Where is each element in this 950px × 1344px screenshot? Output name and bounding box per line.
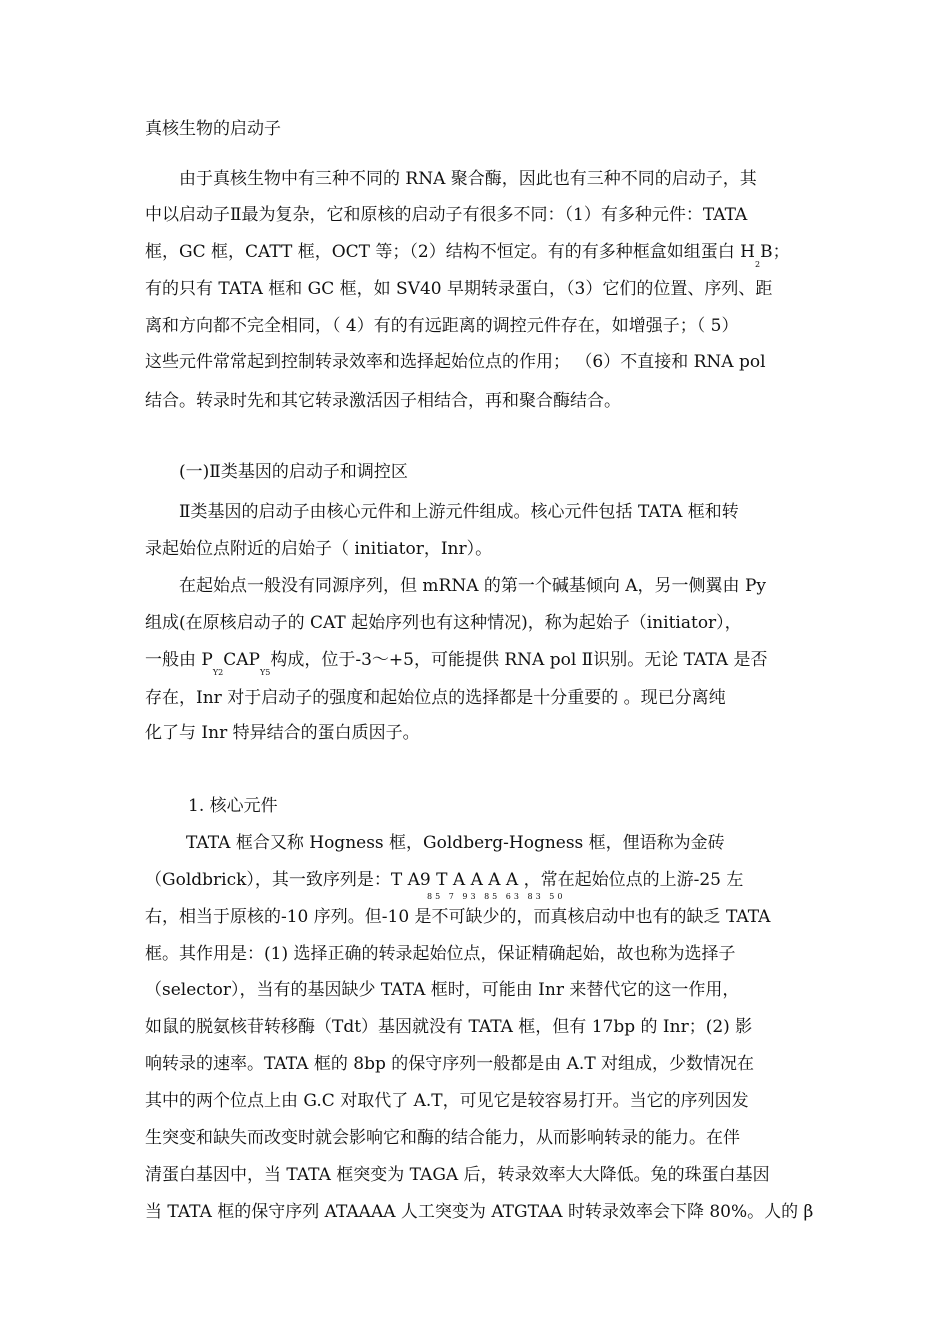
para2-line-2: 录起始位点附近的启始子（ initiator，Inr）。 xyxy=(145,539,493,559)
page-title: 真核生物的启动子 xyxy=(145,119,281,139)
para4-line-1: TATA 框合又称 Hogness 框，Goldberg-Hogness 框，俚语称为金砖 xyxy=(186,833,725,853)
section-heading-2: 1. 核心元件 xyxy=(188,796,278,816)
para3-line-3-c: 构成，位于-3～+5，可能提供 RNA pol Ⅱ识别。无论 TATA 是否 xyxy=(270,650,768,670)
para1-line-4: 有的只有 TATA 框和 GC 框，如 SV40 早期转录蛋白，（3）它们的位置、序列、距 xyxy=(145,279,773,299)
para3-line-3 xyxy=(145,649,805,677)
para4-line-3: 右，相当于原核的-10 序列。但-10 是不可缺少的，而真核启动中也有的缺乏 TATA xyxy=(145,907,771,927)
para4-line-8: 其中的两个位点上由 G.C 对取代了 A.T，可见它是较容易打开。当它的序列因发 xyxy=(145,1091,749,1111)
para3-line-4: 存在，Inr 对于启动子的强度和起始位点的选择都是十分重要的 。现已分离纯 xyxy=(145,688,726,708)
para1-line-5: 离和方向都不完全相同，（ 4）有的有远距离的调控元件存在，如增强子；（ 5） xyxy=(145,316,739,336)
section-heading-1: (一)Ⅱ类基因的启动子和调控区 xyxy=(179,462,408,482)
para4-line-2: （Goldbrick），其一致序列是：T A9 T A A A A ，常在起始位点的上游-25 左 xyxy=(145,870,744,890)
para4-line-11: 当 TATA 框的保守序列 ATAAAA 人工突变为 ATGTAA 时转录效率会下降 80%。人的 β xyxy=(145,1202,814,1222)
para1-line-1: 由于真核生物中有三种不同的 RNA 聚合酶，因此也有三种不同的启动子，其 xyxy=(179,169,757,189)
para4-line-10: 清蛋白基因中，当 TATA 框突变为 TAGA 后，转录效率大大降低。兔的珠蛋白基因 xyxy=(145,1165,770,1185)
para1-line-3-text: 框，GC 框，CATT 框，OCT 等；（2）结构不恒定。有的有多种框盒如组蛋白 H xyxy=(145,242,755,262)
para3-line-2: 组成(在原核启动子的 CAT 起始序列也有这种情况)，称为起始子（initiator）， xyxy=(145,613,742,633)
para2-line-1: Ⅱ类基因的启动子由核心元件和上游元件组成。核心元件包括 TATA 框和转 xyxy=(179,502,739,522)
para4-line-6: 如鼠的脱氨核苷转移酶（Tdt）基因就没有 TATA 框，但有 17bp 的 Inr；(2) 影 xyxy=(145,1017,753,1037)
para3-subscript-1: Y2 xyxy=(212,668,224,677)
para4-line-5: （selector），当有的基因缺少 TATA 框时，可能由 Inr 来替代它的这一作用， xyxy=(145,980,740,1000)
para4-line-7: 响转录的速率。TATA 框的 8bp 的保守序列一般都是由 A.T 对组成，少数情况在 xyxy=(145,1054,755,1074)
consensus-subscripts xyxy=(427,876,565,900)
para4-line-4: 框。其作用是：(1) 选择正确的转录起始位点，保证精确起始，故也称为选择子 xyxy=(145,944,736,964)
para3-subscript-2: Y5 xyxy=(259,668,271,677)
para1-line-2: 中以启动子Ⅱ最为复杂，它和原核的启动子有很多不同：（1）有多种元件：TATA xyxy=(145,205,748,225)
para3-line-5: 化了与 Inr 特异结合的蛋白质因子。 xyxy=(145,723,420,743)
para1-line-7: 结合。转录时先和其它转录激活因子相结合，再和聚合酶结合。 xyxy=(145,391,621,411)
para3-line-3-b: CAP xyxy=(223,650,260,670)
para3-line-1: 在起始点一般没有同源序列，但 mRNA 的第一个碱基倾向 A，另一侧翼由 Py xyxy=(179,576,767,596)
para1-line-3 xyxy=(145,241,805,269)
para1-subscript: 2 xyxy=(754,260,761,269)
para3-line-3-a: 一般由 P xyxy=(145,650,213,670)
consensus-subscript-values: 85 7 93 85 63 83 50 xyxy=(427,892,566,901)
para1-line-3-tail: B； xyxy=(760,242,790,262)
para4-line-9: 生突变和缺失而改变时就会影响它和酶的结合能力，从而影响转录的能力。在伴 xyxy=(145,1128,740,1148)
para1-line-6: 这些元件常常起到控制转录效率和选择起始位点的作用； （6）不直接和 RNA pol xyxy=(145,352,766,372)
